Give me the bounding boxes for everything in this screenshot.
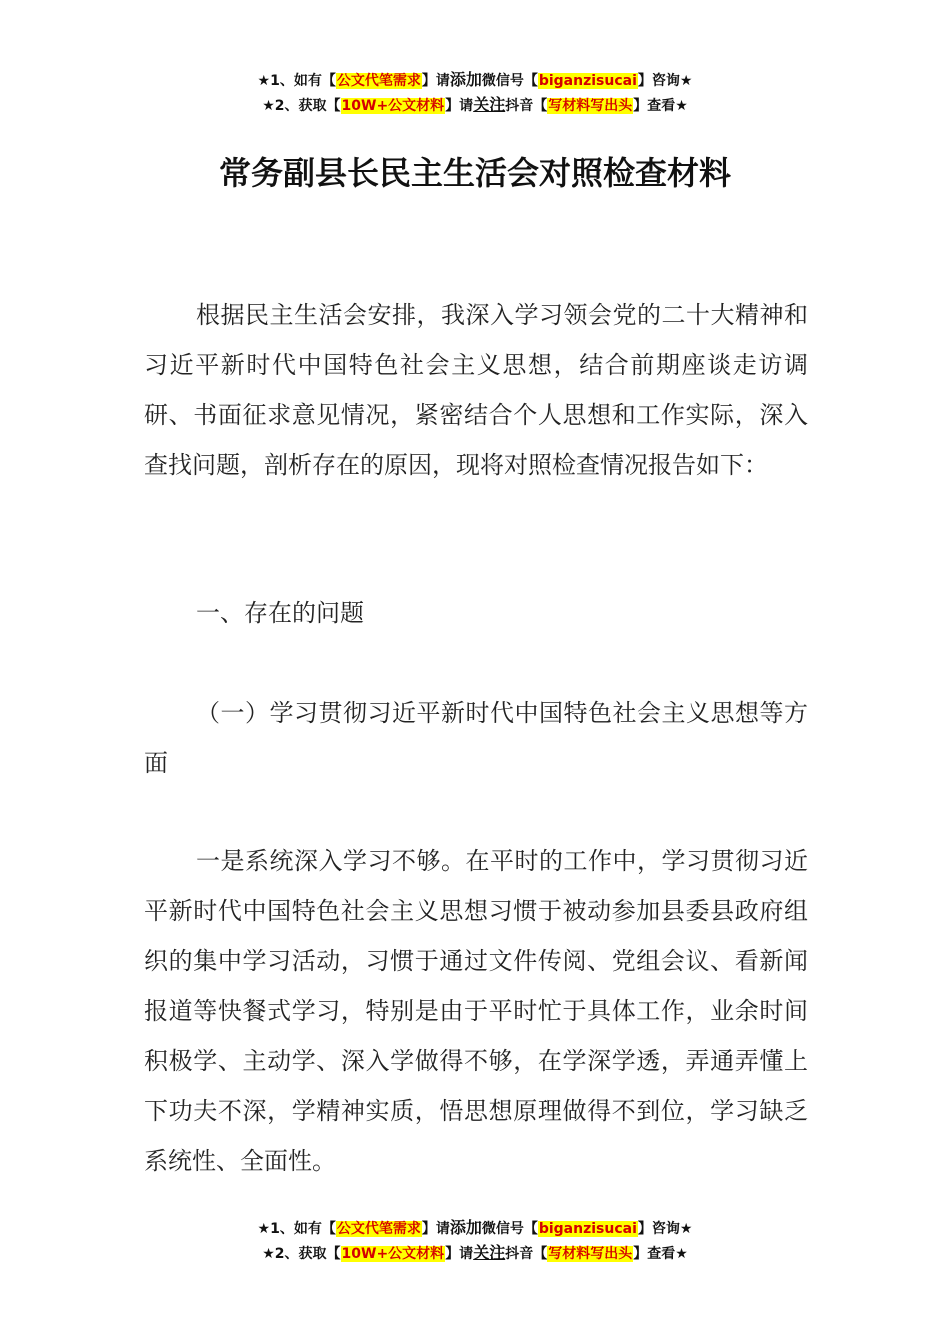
ad-highlight-materials: 10W+公文材料: [341, 98, 445, 114]
ad-highlight-wechat-id: biganzisucai: [538, 73, 637, 89]
ad-highlight-wechat-id: biganzisucai: [538, 1221, 637, 1237]
ad-emphasis: 添加: [449, 70, 482, 89]
intro-paragraph: 根据民主生活会安排，我深入学习领会党的二十大精神和习近平新时代中国特色社会主义思想，结合前期座谈走访调研、书面征求意见情况，紧密结合个人思想和工作实际，深入查找问题，剖析存在的原因，现将对照检查情况报告如下：: [144, 301, 808, 479]
ad-prefix: ★2、获取【: [262, 98, 341, 114]
ad-highlight-douyin: 写材料写出头: [548, 98, 633, 114]
ad-emphasis: 关注: [473, 95, 506, 114]
ad-text: 】请: [445, 1246, 474, 1262]
subsection-heading: （一）学习贯彻习近平新时代中国特色社会主义思想等方面: [144, 699, 808, 777]
ad-prefix: ★1、如有【: [257, 73, 336, 89]
ad-emphasis: 关注: [473, 1243, 506, 1262]
footer-ad-line-2: [0, 1241, 950, 1266]
ad-highlight-service: 公文代笔需求: [336, 73, 421, 89]
ad-suffix: 】查看★: [633, 1246, 688, 1262]
header-ad-line-1: [0, 68, 950, 93]
footer-ad-line-1: [0, 1216, 950, 1241]
ad-suffix: 】咨询★: [637, 1221, 693, 1237]
header-ad-line-2: [0, 93, 950, 118]
section-heading: 一、存在的问题: [196, 599, 364, 627]
header-ad: [0, 68, 950, 118]
ad-text: 】请: [421, 1221, 450, 1237]
ad-text: 抖音【: [505, 1246, 548, 1262]
ad-text: 抖音【: [505, 98, 548, 114]
ad-highlight-douyin: 写材料写出头: [548, 1246, 633, 1262]
document-title: 常务副县长民主生活会对照检查材料: [218, 154, 731, 192]
ad-text: 】请: [445, 98, 474, 114]
body-paragraph: 一是系统深入学习不够。在平时的工作中，学习贯彻习近平新时代中国特色社会主义思想习惯于被动参加县委县政府组织的集中学习活动，习惯于通过文件传阅、党组会议、看新闻报道等快餐式学习，特别是由于平时忙于具体工作，业余时间积极学、主动学、深入学做得不够，在学深学透，弄通弄懂上下功夫不深，学精神实质，悟思想原理做得不到位，学习缺乏系统性、全面性。: [144, 847, 808, 1175]
ad-highlight-materials: 10W+公文材料: [341, 1246, 445, 1262]
ad-prefix: ★2、获取【: [262, 1246, 341, 1262]
ad-suffix: 】查看★: [633, 98, 688, 114]
ad-emphasis: 添加: [449, 1218, 482, 1237]
ad-text: 微信号【: [481, 1221, 538, 1237]
ad-prefix: ★1、如有【: [257, 1221, 336, 1237]
ad-highlight-service: 公文代笔需求: [336, 1221, 421, 1237]
ad-suffix: 】咨询★: [637, 73, 693, 89]
footer-ad: [0, 1216, 950, 1266]
ad-text: 】请: [421, 73, 450, 89]
ad-text: 微信号【: [481, 73, 538, 89]
